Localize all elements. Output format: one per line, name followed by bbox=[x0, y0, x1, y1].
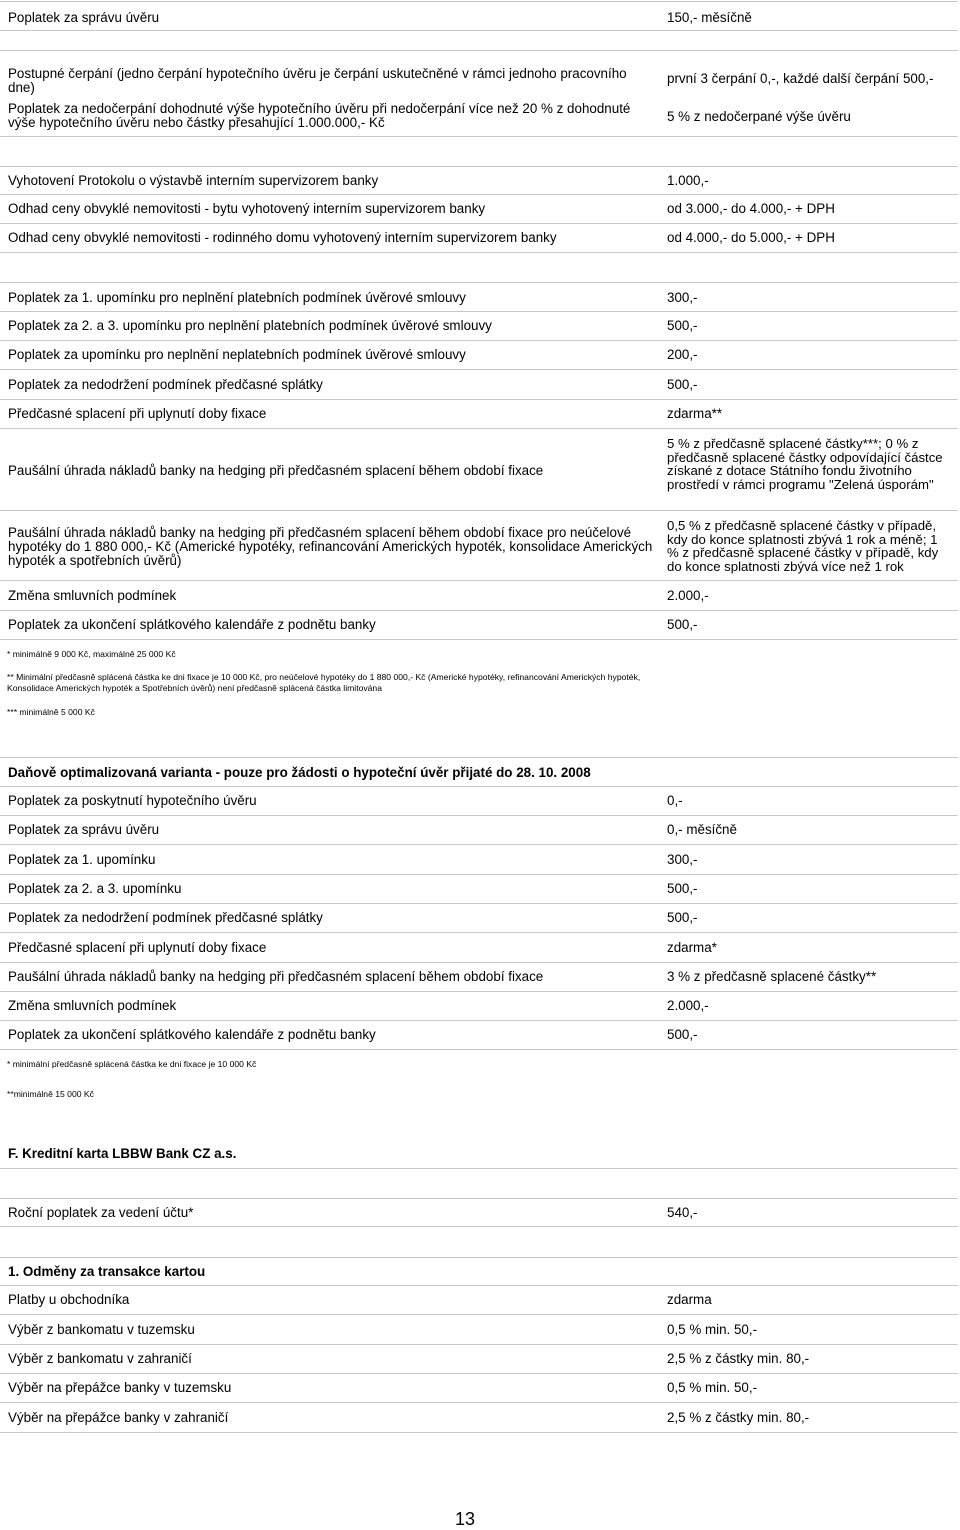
table-row bbox=[0, 581, 958, 611]
row-label: Výběr na přepážce banky v zahraničí bbox=[8, 1410, 229, 1425]
row-value: 500,- bbox=[667, 910, 698, 925]
table-row bbox=[0, 282, 958, 312]
table-row bbox=[0, 816, 958, 845]
row-value: zdarma** bbox=[667, 406, 723, 421]
table-row bbox=[0, 992, 958, 1021]
section-heading-row bbox=[0, 1140, 958, 1169]
hedging-nonpurpose-value: 0,5 % z předčasně splacené částky v případě, kdy do konce splatnosti zbývá 1 rok a méně; 1 % z předčasně splacené částky v případě, kdy do konce splatnosti zbývá více než 1 rok bbox=[667, 518, 939, 574]
row-label: Odhad ceny obvyklé nemovitosti - bytu vyhotovený interním supervizorem banky bbox=[8, 201, 486, 216]
sub-heading: 1. Odměny za transakce kartou bbox=[8, 1264, 206, 1279]
fee-admin-label: Poplatek za správu úvěru bbox=[8, 10, 160, 25]
hedging-nonpurpose-label: Paušální úhrada nákladů banky na hedging při předčasném splacení během období fixace pro neúčelové hypotéky do 1 880 000,- Kč (Americké hypotéky, refinancování Amerických hypoték, konsolidace Amerických hypoték a spotřebních úvěrů) bbox=[8, 525, 653, 568]
row-value: od 4.000,- do 5.000,- + DPH bbox=[667, 230, 835, 245]
row-value: 200,- bbox=[667, 347, 698, 362]
table-row bbox=[0, 611, 958, 640]
table-row bbox=[0, 1374, 958, 1403]
row-label: Poplatek za správu úvěru bbox=[8, 822, 160, 837]
row-label: Poplatek za poskytnutí hypotečního úvěru bbox=[8, 793, 257, 808]
row-value: 500,- bbox=[667, 318, 698, 333]
row-label: Poplatek za 2. a 3. upomínku bbox=[8, 881, 182, 896]
footnote: * minimální předčasně splácená částka ke dni fixace je 10 000 Kč bbox=[7, 1059, 257, 1069]
row-value: 0,5 % min. 50,- bbox=[667, 1380, 758, 1395]
fee-admin-row bbox=[0, 1, 958, 31]
row-label: Vyhotovení Protokolu o výstavbě interním supervizorem banky bbox=[8, 173, 379, 188]
table-row bbox=[0, 904, 958, 933]
table-row bbox=[0, 1403, 958, 1433]
table-row bbox=[0, 963, 958, 992]
nondraw-fee-label: Poplatek za nedočerpání dohodnuté výše hypotečního úvěru při nedočerpání více než 20 % z dohodnuté výše hypotečního úvěru nebo částky přesahující 1.000.000,- Kč bbox=[8, 101, 631, 130]
row-label: Poplatek za upomínku pro neplnění neplatebních podmínek úvěrové smlouvy bbox=[8, 347, 466, 362]
hedging-label: Paušální úhrada nákladů banky na hedging při předčasném splacení během období fixace bbox=[8, 463, 544, 478]
table-row bbox=[0, 166, 958, 195]
row-value: 2.000,- bbox=[667, 998, 709, 1013]
table-row bbox=[0, 787, 958, 816]
row-label: Výběr z bankomatu v tuzemsku bbox=[8, 1322, 195, 1337]
gradual-drawing-label: Postupné čerpání (jedno čerpání hypotečního úvěru je čerpání uskutečněné v rámci jednoho pracovního dne) bbox=[8, 66, 627, 95]
row-label: Změna smluvních podmínek bbox=[8, 998, 177, 1013]
row-label: Změna smluvních podmínek bbox=[8, 588, 177, 603]
footnote: ** Minimální předčasně splácená částka ke dni fixace je 10 000 Kč, pro neúčelové hypotéky do 1 880 000,- Kč (Americké hypotéky, refinancování Amerických hypoték, Konsolidace Amerických hypoték a Spotřebních úvěrů) není předčasně splácená částka limitována bbox=[7, 672, 641, 693]
row-value: 500,- bbox=[667, 1027, 698, 1042]
row-value: 2.000,- bbox=[667, 588, 709, 603]
table-row bbox=[0, 933, 958, 963]
row-label: Poplatek za 1. upomínku bbox=[8, 852, 156, 867]
row-label: Odhad ceny obvyklé nemovitosti - rodinného domu vyhotovený interním supervizorem banky bbox=[8, 230, 557, 245]
row-value: 2,5 % z částky min. 80,- bbox=[667, 1351, 810, 1366]
row-value: 0,5 % min. 50,- bbox=[667, 1322, 758, 1337]
row-label: Předčasné splacení při uplynutí doby fixace bbox=[8, 406, 267, 421]
row-value: 500,- bbox=[667, 881, 698, 896]
fee-admin-value: 150,- měsíčně bbox=[667, 10, 752, 25]
table-row bbox=[0, 312, 958, 341]
table-row bbox=[0, 1198, 958, 1227]
row-value: 300,- bbox=[667, 290, 698, 305]
row-value: 540,- bbox=[667, 1205, 698, 1220]
row-label: Paušální úhrada nákladů banky na hedging při předčasném splacení během období fixace bbox=[8, 969, 544, 984]
row-value: 300,- bbox=[667, 852, 698, 867]
row-label: Poplatek za nedodržení podmínek předčasné splátky bbox=[8, 377, 323, 392]
row-value: 0,- bbox=[667, 793, 683, 808]
row-label: Výběr z bankomatu v zahraničí bbox=[8, 1351, 192, 1366]
row-value: 2,5 % z částky min. 80,- bbox=[667, 1410, 810, 1425]
table-row bbox=[0, 1315, 958, 1345]
row-value: zdarma* bbox=[667, 940, 717, 955]
row-label: Poplatek za ukončení splátkového kalendáře z podnětu banky bbox=[8, 617, 376, 632]
nondraw-fee-value: 5 % z nedočerpané výše úvěru bbox=[667, 109, 851, 124]
hedging-row bbox=[0, 429, 958, 511]
table-row bbox=[0, 1286, 958, 1315]
row-label: Poplatek za 2. a 3. upomínku pro neplnění platebních podmínek úvěrové smlouvy bbox=[8, 318, 492, 333]
row-value: 0,- měsíčně bbox=[667, 822, 737, 837]
hedging-value: 5 % z předčasně splacené částky***; 0 % z předčasně splacené částky odpovídající částce získané z dotace Státního fondu životního prostředí v rámci programu "Zelená úsporám" bbox=[667, 436, 943, 492]
table-row bbox=[0, 1345, 958, 1374]
row-label: Roční poplatek za vedení účtu* bbox=[8, 1205, 194, 1220]
row-label: Poplatek za nedodržení podmínek předčasné splátky bbox=[8, 910, 323, 925]
hedging-nonpurpose-row bbox=[0, 511, 958, 581]
row-label: Platby u obchodníka bbox=[8, 1292, 130, 1307]
sub-heading-row bbox=[0, 1257, 958, 1286]
row-value: 500,- bbox=[667, 617, 698, 632]
row-value: 1.000,- bbox=[667, 173, 709, 188]
row-label: Poplatek za 1. upomínku pro neplnění platebních podmínek úvěrové smlouvy bbox=[8, 290, 466, 305]
section-heading: F. Kreditní karta LBBW Bank CZ a.s. bbox=[8, 1146, 237, 1161]
footnote: **minimálně 15 000 Kč bbox=[7, 1089, 94, 1099]
page-number: 13 bbox=[454, 1509, 476, 1529]
table-row bbox=[0, 341, 958, 370]
row-value: od 3.000,- do 4.000,- + DPH bbox=[667, 201, 835, 216]
table-row bbox=[0, 1021, 958, 1050]
footnote: * minimálně 9 000 Kč, maximálně 25 000 Kč bbox=[7, 649, 176, 659]
table-row bbox=[0, 875, 958, 904]
row-label: Výběr na přepážce banky v tuzemsku bbox=[8, 1380, 232, 1395]
section-heading: Daňově optimalizovaná varianta - pouze pro žádosti o hypoteční úvěr přijaté do 28. 10. 2008 bbox=[8, 765, 591, 780]
table-row bbox=[0, 370, 958, 400]
gradual-drawing-value: první 3 čerpání 0,-, každé další čerpání 500,- bbox=[667, 71, 934, 86]
footnote: *** minimálně 5 000 Kč bbox=[7, 707, 95, 717]
row-label: Předčasné splacení při uplynutí doby fixace bbox=[8, 940, 267, 955]
table-row bbox=[0, 195, 958, 224]
table-row bbox=[0, 224, 958, 253]
drawing-fees-row bbox=[0, 50, 958, 137]
table-row bbox=[0, 400, 958, 429]
row-label: Poplatek za ukončení splátkového kalendáře z podnětu banky bbox=[8, 1027, 376, 1042]
row-value: zdarma bbox=[667, 1292, 712, 1307]
row-value: 500,- bbox=[667, 377, 698, 392]
row-value: 3 % z předčasně splacené částky** bbox=[667, 969, 877, 984]
table-row bbox=[0, 845, 958, 875]
section-heading-row bbox=[0, 757, 958, 787]
